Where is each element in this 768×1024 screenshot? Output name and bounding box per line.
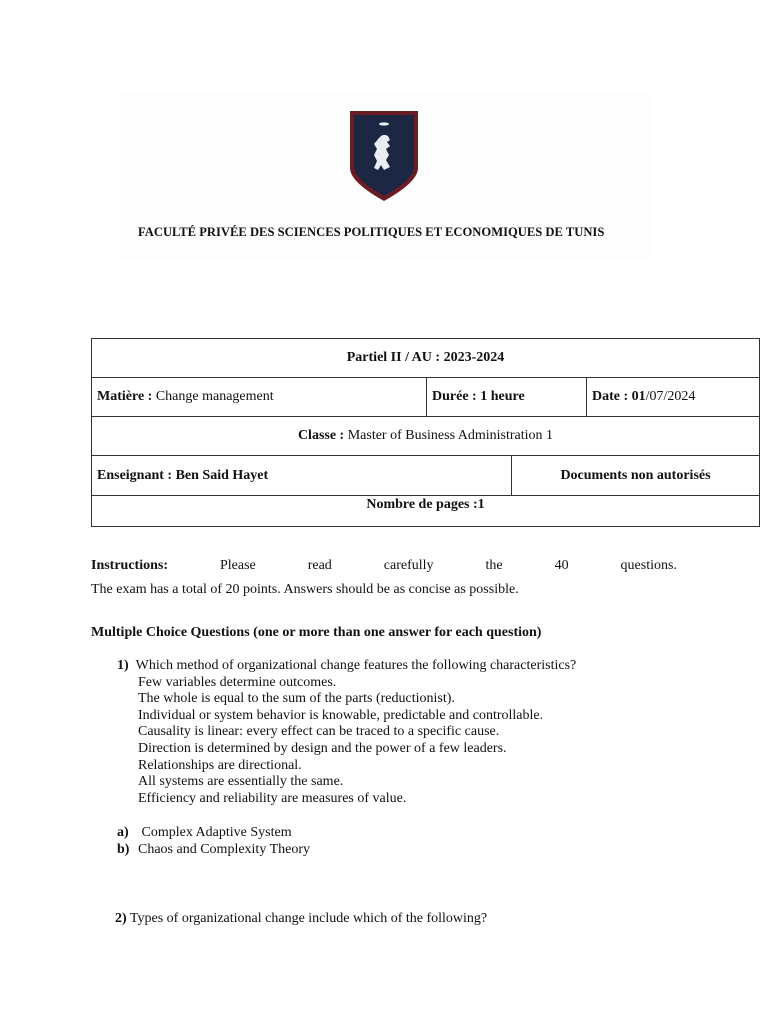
- characteristic: Relationships are directional.: [138, 757, 302, 773]
- instructions-label: Instructions:: [91, 558, 169, 573]
- exam-title: Partiel II / AU : 2023-2024: [346, 350, 505, 365]
- instr-word: carefully: [383, 558, 434, 573]
- exam-info-table: [91, 338, 760, 527]
- documents-policy: Documents non autorisés: [560, 467, 711, 483]
- date-label: Date :: [592, 389, 632, 404]
- characteristic: Direction is determined by design and the power of a few leaders.: [138, 740, 507, 756]
- subject-value: Change management: [155, 389, 274, 404]
- characteristic: Few variables determine outcomes.: [138, 674, 337, 690]
- page-count: Nombre de pages :1: [366, 497, 485, 512]
- lion-shield-logo: [349, 110, 419, 202]
- question-number: 1): [117, 658, 129, 673]
- class-value: Master of Business Administration 1: [347, 428, 554, 443]
- instr-word: 40: [554, 558, 569, 573]
- mcq-heading: Multiple Choice Questions (one or more than one answer for each question): [91, 625, 542, 640]
- question-text: Types of organizational change include which of the following?: [126, 911, 488, 926]
- question-2: [115, 911, 487, 927]
- instructions-points: The exam has a total of 20 points. Answers should be as concise as possible.: [91, 582, 519, 597]
- class-label: Classe :: [297, 428, 345, 443]
- teacher: Enseignant : Ben Said Hayet: [97, 467, 269, 483]
- instr-word: questions.: [620, 558, 677, 573]
- characteristic: Causality is linear: every effect can be traced to a specific cause.: [138, 724, 500, 740]
- characteristic: The whole is equal to the sum of the parts (reductionist).: [138, 691, 455, 707]
- instr-word: Please: [219, 558, 256, 573]
- option-text: Chaos and Complexity Theory: [138, 841, 310, 857]
- characteristic: Efficiency and reliability are measures of value.: [138, 790, 407, 806]
- characteristic: All systems are essentially the same.: [138, 774, 344, 790]
- date-day: 01: [631, 389, 646, 404]
- date-rest: /07/2024: [645, 389, 696, 404]
- instructions-line: [91, 558, 677, 574]
- question-text: Which method of organizational change features the following characteristics?: [135, 658, 577, 673]
- question-number: 2): [115, 911, 127, 926]
- option-letter: a): [117, 825, 129, 841]
- characteristic: Individual or system behavior is knowable, predictable and controllable.: [138, 707, 544, 723]
- question-1: [117, 658, 576, 859]
- duration: Durée : 1 heure: [432, 389, 525, 404]
- option-text: Complex Adaptive System: [138, 825, 292, 841]
- instr-word: the: [485, 558, 503, 573]
- option-letter: b): [117, 841, 130, 857]
- institution-name: FACULTÉ PRIVÉE DES SCIENCES POLITIQUES ET ECONOMIQUES DE TUNIS: [138, 225, 605, 239]
- subject-label: Matière :: [97, 389, 153, 404]
- instr-word: read: [307, 558, 332, 573]
